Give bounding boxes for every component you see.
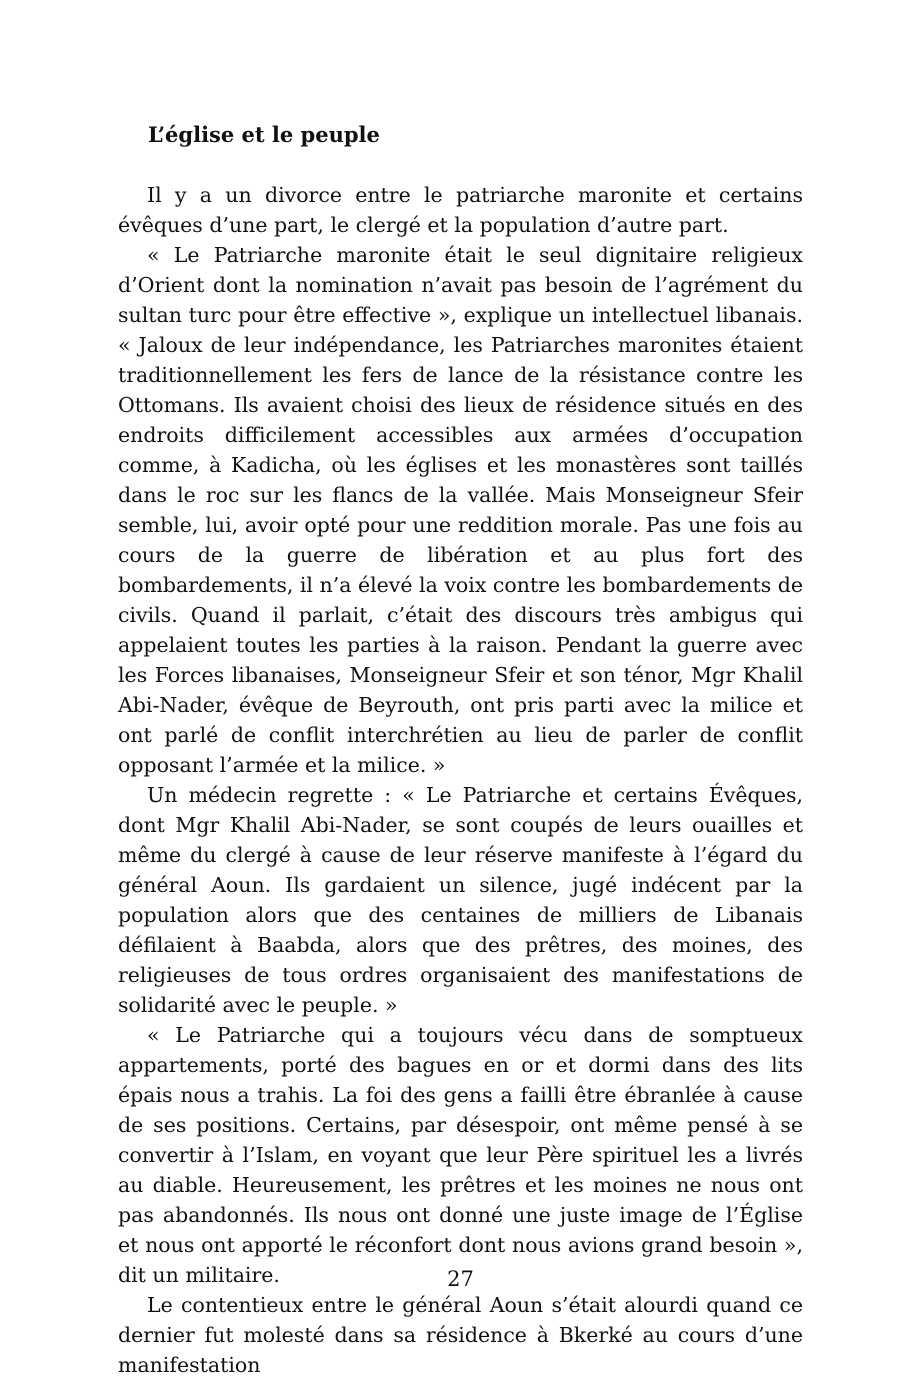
paragraph: Le contentieux entre le général Aoun s’était alourdi quand ce dernier fut molesté dans sa résidence à Bkerké au cours d’une manifestation bbox=[118, 1293, 803, 1377]
section-title: L’église et le peuple bbox=[148, 122, 380, 147]
body-text bbox=[118, 180, 803, 1380]
paragraph: Il y a un divorce entre le patriarche maronite et certains évêques d’une part, le clergé et la population d’autre part. bbox=[118, 183, 803, 237]
paragraph: Un médecin regrette : « Le Patriarche et certains Évêques, dont Mgr Khalil Abi-Nader, se sont coupés de leurs ouailles et même du clergé à cause de leur réserve manifeste à l’égard du général Aoun. Ils gardaient un silence, jugé indécent par la population alors que des centaines de milliers de Libanais défilaient à Baabda, alors que des prêtres, des moines, des religieuses de tous ordres organisaient des manifestations de solidarité avec le peuple. » bbox=[118, 783, 803, 1017]
paragraph: « Le Patriarche qui a toujours vécu dans de somptueux appartements, porté des bagues en or et dormi dans des lits épais nous a trahis. La foi des gens a failli être ébranlée à cause de ses positions. Certains, par désespoir, ont même pensé à se convertir à l’Islam, en voyant que leur Père spirituel les a livrés au diable. Heureusement, les prêtres et les moines ne nous ont pas abandonnés. Ils nous ont donné une juste image de l’Église et nous ont apporté le réconfort dont nous avions grand besoin », dit un militaire. bbox=[118, 1023, 803, 1287]
paragraph: « Le Patriarche maronite était le seul dignitaire religieux d’Orient dont la nomination n’avait pas besoin de l’agrément du sultan turc pour être effective », explique un intellectuel libanais. « Jaloux de leur indépendance, les Patriarches maronites étaient traditionnellement les fers de lance de la résistance contre les Ottomans. Ils avaient choisi des lieux de résidence situés en des endroits difficilement accessibles aux armées d’occupation comme, à Kadicha, où les églises et les monastères sont taillés dans le roc sur les flancs de la vallée. Mais Monseigneur Sfeir semble, lui, avoir opté pour une reddition morale. Pas une fois au cours de la guerre de libération et au plus fort des bombardements, il n’a élevé la voix contre les bombardements de civils. Quand il parlait, c’était des discours très ambigus qui appelaient toutes les parties à la raison. Pendant la guerre avec les Forces libanaises, Monseigneur Sfeir et son ténor, Mgr Khalil Abi-Nader, évêque de Beyrouth, ont pris parti avec la milice et ont parlé de conflit interchrétien au lieu de parler de conflit opposant l’armée et la milice. » bbox=[118, 243, 803, 777]
page-number: 27 bbox=[447, 1267, 474, 1291]
